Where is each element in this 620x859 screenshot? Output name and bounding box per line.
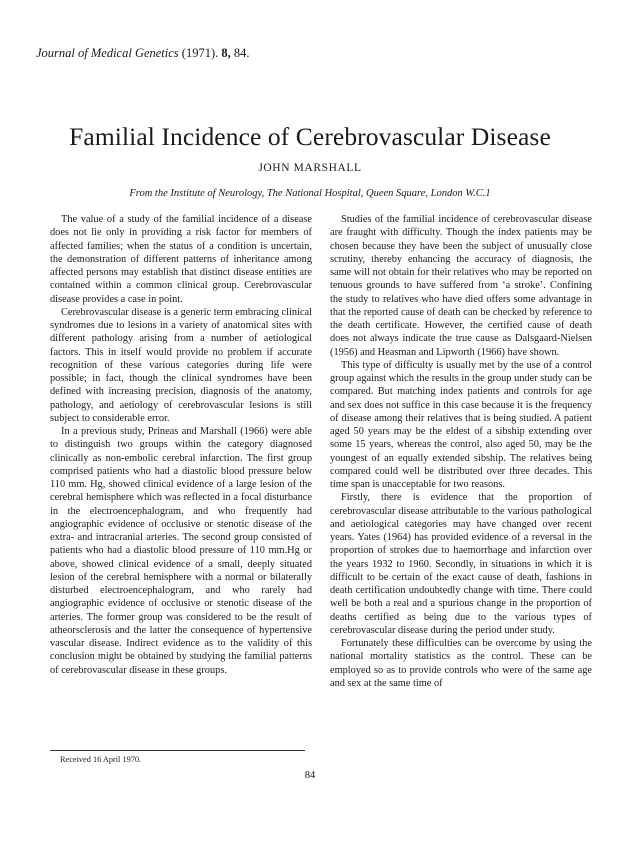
paragraph: Firstly, there is evidence that the proportion of cerebrovascular disease attributable to the various pathological and aetiological categories may have changed over recent years. Yates (1964) has provided evidence of a reversal in the proportion of strokes due to haemorrhage and infarction over the years 1932 to 1960. Secondly, in situations in which it is difficult to be certain of the exact cause of death, fashions in death certification undoubtedly change with time. There could well be both a real and a spurious change in the proportion of deaths certified as being due to the various types of cerebrovascular disease during the period under study.: [330, 492, 592, 636]
journal-name: Journal of Medical Genetics: [36, 46, 179, 60]
paragraph: The value of a study of the familial incidence of a disease does not lie only in providing a risk factor for members of affected families; when the status of a condition is uncertain, the demonstration of different patterns of inheritance among affected persons may establish that distinct disease entities are contained within a common clinical group. Cerebrovascular disease provides a case in point.: [50, 214, 312, 305]
author-affiliation: From the Institute of Neurology, The National Hospital, Queen Square, London W.C.1: [129, 188, 491, 199]
body-column-left: [50, 213, 312, 677]
paragraph: Fortunately these difficulties can be overcome by using the national mortality statistics as the control. These can be employed so as to provide controls who were of the same age and sex at the same time of: [330, 638, 592, 689]
page-number: 84: [304, 770, 316, 781]
paragraph: Cerebrovascular disease is a generic term embracing clinical syndromes due to lesions in a variety of anatomical sites with different pathology arising from a number of aetiological factors. This in itself would provide no problem if accurate recognition of these various categories during life were possible; in fact, though the clinical syndromes have been defined with increasing precision, diagnosis of the anatomy, pathology, and aetiology of cerebrovascular lesions is still subject to considerable error.: [50, 306, 312, 424]
received-date-note: Received 16 April 1970.: [60, 755, 142, 764]
journal-page: 84.: [233, 46, 250, 60]
paragraph: In a previous study, Prineas and Marshall (1966) were able to distinguish two groups within the category diagnosed clinically as non-embolic cerebral infarction. The first group comprised patients who had a diastolic blood pressure below 110 mm. Hg, showed clinical evidence of a large lesion of the cerebral hemisphere which was reflected in a focal disturbance in the electroencephalogram, and who frequently had angiographic evidence of occlusive or stenotic disease of the extra- and intracranial arteries. The second group consisted of patients who had a diastolic blood pressure of 110 mm.Hg or above, showed clinical evidence of a small, deeply situated lesion of the cerebral hemisphere with a normal or bilaterally disturbed electroencephalogram, and who rarely had angiographic evidence of occlusive or stenotic disease of the arteries. The former group was considered to be the result of atheorsclerosis and the latter the consequence of hypertensive vascular disease. Indirect evidence as to the validity of this conclusion might be obtained by studying the familial patterns of cerebrovascular disease in these groups.: [50, 426, 312, 676]
footnote-divider: [50, 750, 305, 751]
body-column-right: [330, 213, 592, 690]
journal-volume: 8,: [221, 46, 231, 60]
author-name: JOHN MARSHALL: [258, 162, 362, 174]
paragraph: This type of difficulty is usually met by the use of a control group against which the results in the group under study can be compared. But matching index patients and controls for age and sex does not suffice in this case because it is the frequency of disease among their relatives that is being studied. A patient aged 50 years may be the eldest of a sibship extending over some 15 years, whereas the control, also aged 50, may be the youngest of an equally extended sibship. The relatives being compared could well be distributed over three decades. This time span is unacceptable for two reasons.: [330, 359, 592, 490]
journal-year: (1971).: [181, 46, 219, 60]
paragraph: Studies of the familial incidence of cerebrovascular disease are fraught with difficulty. Though the index patients may be chosen because they have been the subject of unusually close scrutiny, thereby enhancing the accuracy of diagnosis, the same will not obtain for their relatives who may be reported on tenuous grounds to have suffered from ‘a stroke’. Confining the study to relatives who have died offers some advantage in that the reported cause of death can be checked by reference to the death certificate. However, the certified cause of death does not always indicate the true cause as Dalsgaard-Nielsen (1956) and Heasman and Lipworth (1966) have shown.: [330, 214, 592, 358]
journal-citation: [36, 46, 250, 61]
article-title: Familial Incidence of Cerebrovascular Disease: [69, 122, 551, 151]
